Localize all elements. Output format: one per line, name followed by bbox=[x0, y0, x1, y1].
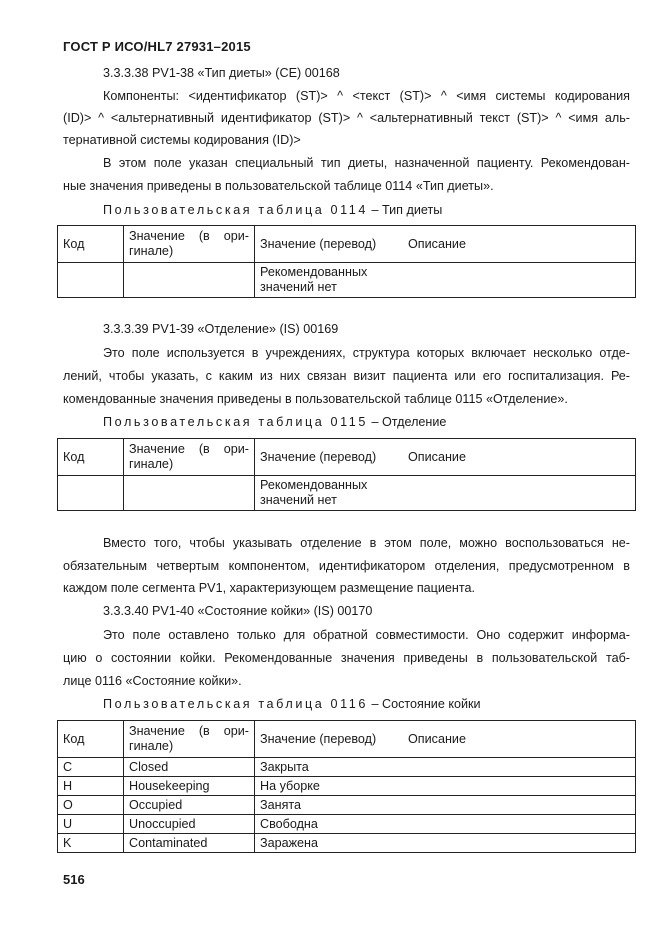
paragraph-line: лице 0116 «Состояние койки». bbox=[63, 674, 242, 688]
table-caption-label: Пользовательская таблица 0116 bbox=[103, 697, 368, 711]
paragraph-line: Это поле оставлено только для обратной совместимости. Оно содержит информа- bbox=[103, 628, 630, 642]
cell-description bbox=[403, 263, 636, 298]
cell-description bbox=[403, 796, 636, 815]
section-heading-38: 3.3.3.38 PV1-38 «Тип диеты» (CE) 00168 bbox=[103, 66, 340, 80]
header-description: Описание bbox=[403, 439, 636, 476]
paragraph-line: цию о состоянии койки. Рекомендованные значения приведены в пользовательской таб- bbox=[63, 651, 630, 665]
table-0114 bbox=[57, 225, 636, 298]
paragraph-line: ные значения приведены в пользовательской таблице 0114 «Тип диеты». bbox=[63, 179, 494, 193]
section-heading-40: 3.3.3.40 PV1-40 «Состояние койки» (IS) 00170 bbox=[103, 604, 373, 618]
paragraph-line: Это поле используется в учреждениях, структура которых включает несколько отде- bbox=[103, 346, 630, 360]
document-header: ГОСТ Р ИСО/HL7 27931–2015 bbox=[63, 39, 251, 54]
cell-translation: Заражена bbox=[255, 834, 404, 853]
table-caption-0114 bbox=[103, 202, 442, 218]
header-code: Код bbox=[58, 439, 124, 476]
header-original: Значение (в ори- гинале) bbox=[124, 721, 255, 758]
header-original: Значение (в ори- гинале) bbox=[124, 439, 255, 476]
table-row bbox=[58, 834, 636, 853]
cell-code bbox=[58, 263, 124, 298]
cell-translation: Занята bbox=[255, 796, 404, 815]
cell-original bbox=[124, 476, 255, 511]
header-translation: Значение (перевод) bbox=[255, 439, 404, 476]
cell-original: Contaminated bbox=[124, 834, 255, 853]
cell-original: Housekeeping bbox=[124, 777, 255, 796]
cell-translation: На уборке bbox=[255, 777, 404, 796]
cell-description bbox=[403, 758, 636, 777]
header-description: Описание bbox=[403, 226, 636, 263]
header-code: Код bbox=[58, 226, 124, 263]
table-caption-label: Пользовательская таблица 0115 bbox=[103, 415, 368, 429]
cell-translation: Рекомендованных значений нет bbox=[255, 476, 404, 511]
table-row bbox=[58, 758, 636, 777]
table-row bbox=[58, 796, 636, 815]
paragraph-line: лений, чтобы указать, с каким из них связан визит пациента или его госпитализация. Ре- bbox=[63, 369, 630, 383]
cell-code: U bbox=[58, 815, 124, 834]
table-header-row bbox=[58, 721, 636, 758]
table-header-row bbox=[58, 439, 636, 476]
cell-description bbox=[403, 476, 636, 511]
cell-code bbox=[58, 476, 124, 511]
table-0116 bbox=[57, 720, 636, 853]
header-original: Значение (в ори- гинале) bbox=[124, 226, 255, 263]
cell-translation: Свободна bbox=[255, 815, 404, 834]
table-caption-title: – Отделение bbox=[368, 415, 447, 429]
paragraph-line: обязательным четвертым компонентом, идентификатором отделения, предусмотренном в bbox=[63, 559, 630, 573]
header-translation: Значение (перевод) bbox=[255, 226, 404, 263]
paragraph-line: Компоненты: <идентификатор (ST)> ^ <текст (ST)> ^ <имя системы кодирования bbox=[103, 89, 630, 103]
paragraph-line: В этом поле указан специальный тип диеты, назначенной пациенту. Рекомендован- bbox=[103, 156, 630, 170]
table-caption-0115 bbox=[103, 414, 446, 430]
cell-description bbox=[403, 834, 636, 853]
paragraph-line: комендованные значения приведены в пользовательской таблице 0115 «Отделение». bbox=[63, 392, 568, 406]
table-caption-0116 bbox=[103, 696, 481, 712]
cell-code: K bbox=[58, 834, 124, 853]
table-row bbox=[58, 263, 636, 298]
cell-code: H bbox=[58, 777, 124, 796]
page-number: 516 bbox=[63, 872, 85, 887]
cell-description bbox=[403, 815, 636, 834]
cell-original: Unoccupied bbox=[124, 815, 255, 834]
paragraph-line: Вместо того, чтобы указывать отделение в этом поле, можно воспользоваться не- bbox=[103, 536, 630, 550]
cell-original: Closed bbox=[124, 758, 255, 777]
table-row bbox=[58, 815, 636, 834]
cell-translation: Рекомендованных значений нет bbox=[255, 263, 404, 298]
table-0115 bbox=[57, 438, 636, 511]
paragraph-line: каждом поле сегмента PV1, характеризующем размещение пациента. bbox=[63, 581, 475, 595]
header-code: Код bbox=[58, 721, 124, 758]
paragraph-line: тернативной системы кодирования (ID)> bbox=[63, 133, 301, 147]
table-row bbox=[58, 777, 636, 796]
cell-original: Occupied bbox=[124, 796, 255, 815]
header-description: Описание bbox=[403, 721, 636, 758]
cell-code: O bbox=[58, 796, 124, 815]
cell-translation: Закрыта bbox=[255, 758, 404, 777]
table-caption-label: Пользовательская таблица 0114 bbox=[103, 203, 368, 217]
table-header-row bbox=[58, 226, 636, 263]
cell-description bbox=[403, 777, 636, 796]
cell-code: C bbox=[58, 758, 124, 777]
header-translation: Значение (перевод) bbox=[255, 721, 404, 758]
table-row bbox=[58, 476, 636, 511]
table-caption-title: – Состояние койки bbox=[368, 697, 481, 711]
table-caption-title: – Тип диеты bbox=[368, 203, 443, 217]
cell-original bbox=[124, 263, 255, 298]
paragraph-line: (ID)> ^ <альтернативный идентификатор (ST)> ^ <альтернативный текст (ST)> ^ <имя аль- bbox=[63, 111, 630, 125]
section-heading-39: 3.3.3.39 PV1-39 «Отделение» (IS) 00169 bbox=[103, 322, 339, 336]
